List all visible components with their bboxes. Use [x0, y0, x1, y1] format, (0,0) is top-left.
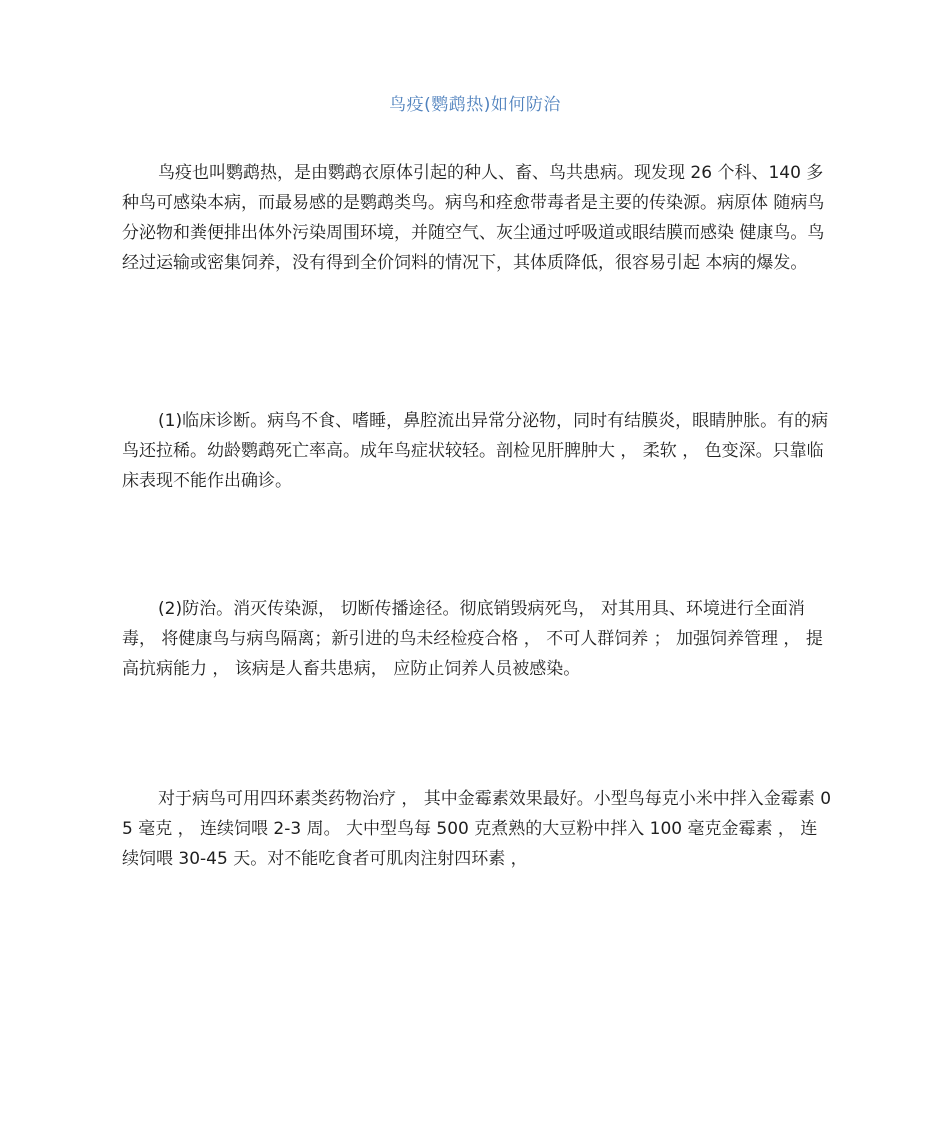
paragraph-clinical-diagnosis: (1)临床诊断。病鸟不食、嗜睡，鼻腔流出异常分泌物，同时有结膜炎，眼睛肿胀。有的病鸟还拉稀。幼龄鹦鹉死亡率高。成年鸟症状较轻。剖检见肝脾肿大 ， 柔软 ， 色变深。只靠临床表现不能作出确诊。 — [122, 411, 829, 491]
paragraph-prevention: (2)防治。消灭传染源， 切断传播途径。彻底销毁病死鸟， 对其用具、环境进行全面消 毒， 将健康鸟与病鸟隔离；新引进的鸟未经检疫合格 ， 不可人群饲养 ； 加强饲养管理 ， 提 高抗病能力 ， 该病是人畜共患病， 应防止饲养人员被感染。 — [122, 599, 823, 679]
document-title: 鸟疫(鹦鹉热)如何防治 — [389, 95, 561, 115]
paragraph-introduction: 鸟疫也叫鹦鹉热，是由鹦鹉衣原体引起的种人、畜、鸟共患病。现发现 26 个科、140 多种鸟可感染本病，而最易感的是鹦鹉类鸟。病鸟和痊愈带毒者是主要的传染源。病原体 随病鸟分泌物和粪便排出体外污染周围环境，并随空气、灰尘通过呼吸道或眼结膜而感染 健康鸟。鸟经过运输或密集饲养，没有得到全价饲料的情况下，其体质降低，很容易引起 本病的爆发。 — [122, 163, 825, 273]
paragraph-treatment: 对于病鸟可用四环素类药物治疗 ， 其中金霉素效果最好。小型鸟每克小米中拌入金霉素 05 毫克 ， 连续饲喂 2-3 周。 大中型鸟每 500 克煮熟的大豆粉中拌入 100 毫克金霉素 ， 连续饲喂 30-45 天。对不能吃食者可肌肉注射四环素 ， — [122, 789, 832, 869]
